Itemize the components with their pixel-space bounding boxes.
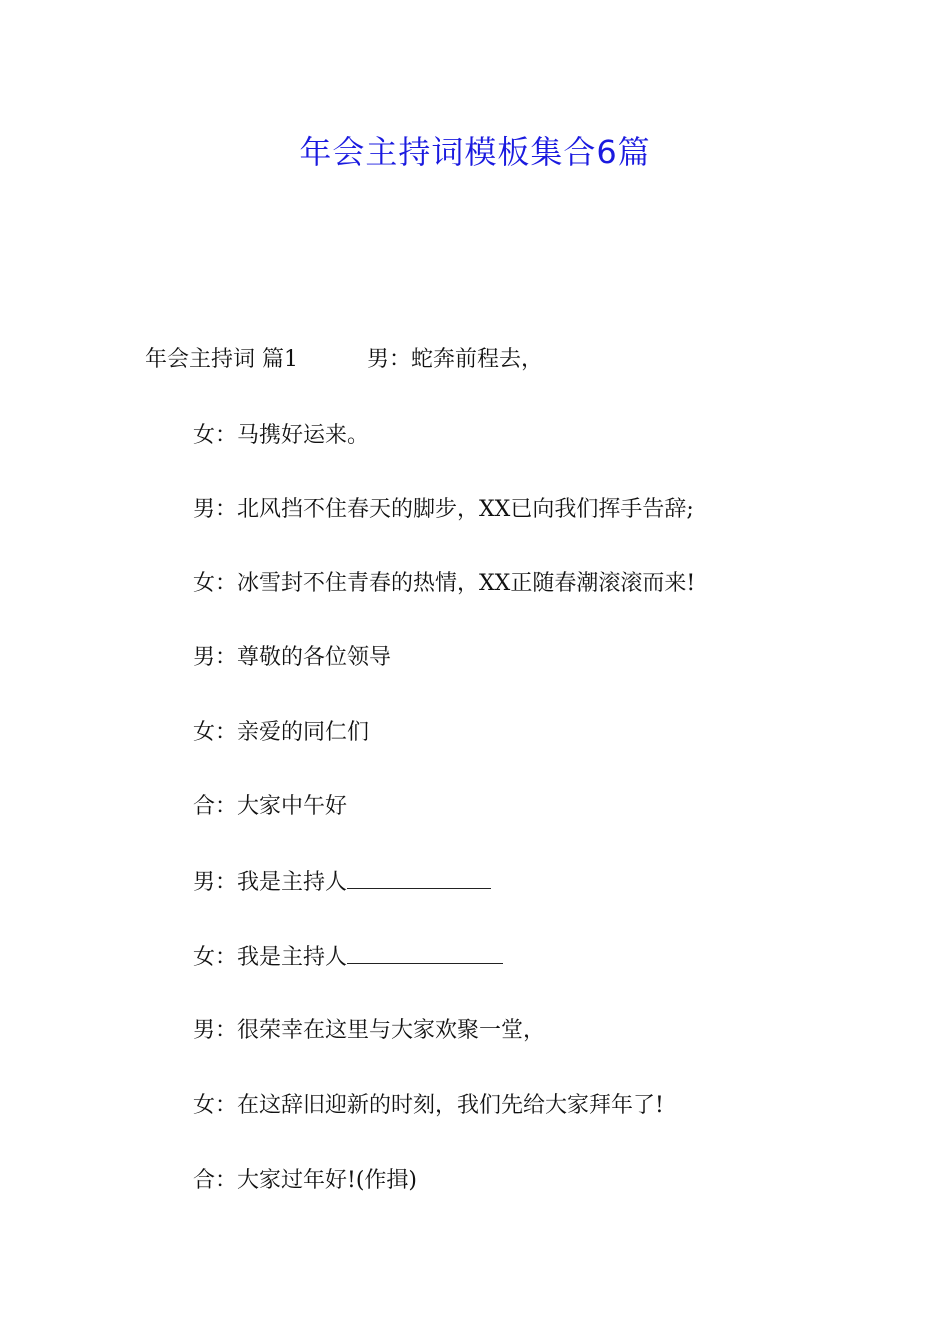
section-heading: 年会主持词 篇1 bbox=[145, 347, 298, 372]
dialog-line: 女：在这辞旧迎新的时刻，我们先给大家拜年了! bbox=[193, 1093, 664, 1118]
document-title: 年会主持词模板集合6篇 bbox=[299, 133, 651, 171]
host-line-male bbox=[193, 866, 491, 899]
dialog-line-text: 女：我是主持人 bbox=[193, 945, 348, 970]
dialog-line: 女：马携好运来。 bbox=[193, 423, 370, 448]
host-line-female bbox=[193, 941, 503, 974]
dialog-line: 男：尊敬的各位领导 bbox=[193, 645, 392, 670]
dialog-line-text: 男：我是主持人 bbox=[193, 870, 348, 895]
dialog-line-first: 男：蛇奔前程去， bbox=[367, 347, 544, 372]
dialog-line: 合：大家中午好 bbox=[193, 794, 348, 819]
dialog-line: 女：冰雪封不住青春的热情，XX正随春潮滚滚而来! bbox=[193, 571, 696, 596]
dialog-line: 女：亲爱的同仁们 bbox=[193, 720, 370, 745]
blank-underline bbox=[347, 866, 491, 889]
blank-underline bbox=[347, 941, 503, 964]
dialog-line: 男：北风挡不住春天的脚步，XX已向我们挥手告辞; bbox=[193, 497, 694, 522]
dialog-line: 男：很荣幸在这里与大家欢聚一堂， bbox=[193, 1018, 546, 1043]
dialog-line: 合：大家过年好!(作揖) bbox=[193, 1168, 418, 1193]
first-paragraph bbox=[145, 344, 543, 376]
